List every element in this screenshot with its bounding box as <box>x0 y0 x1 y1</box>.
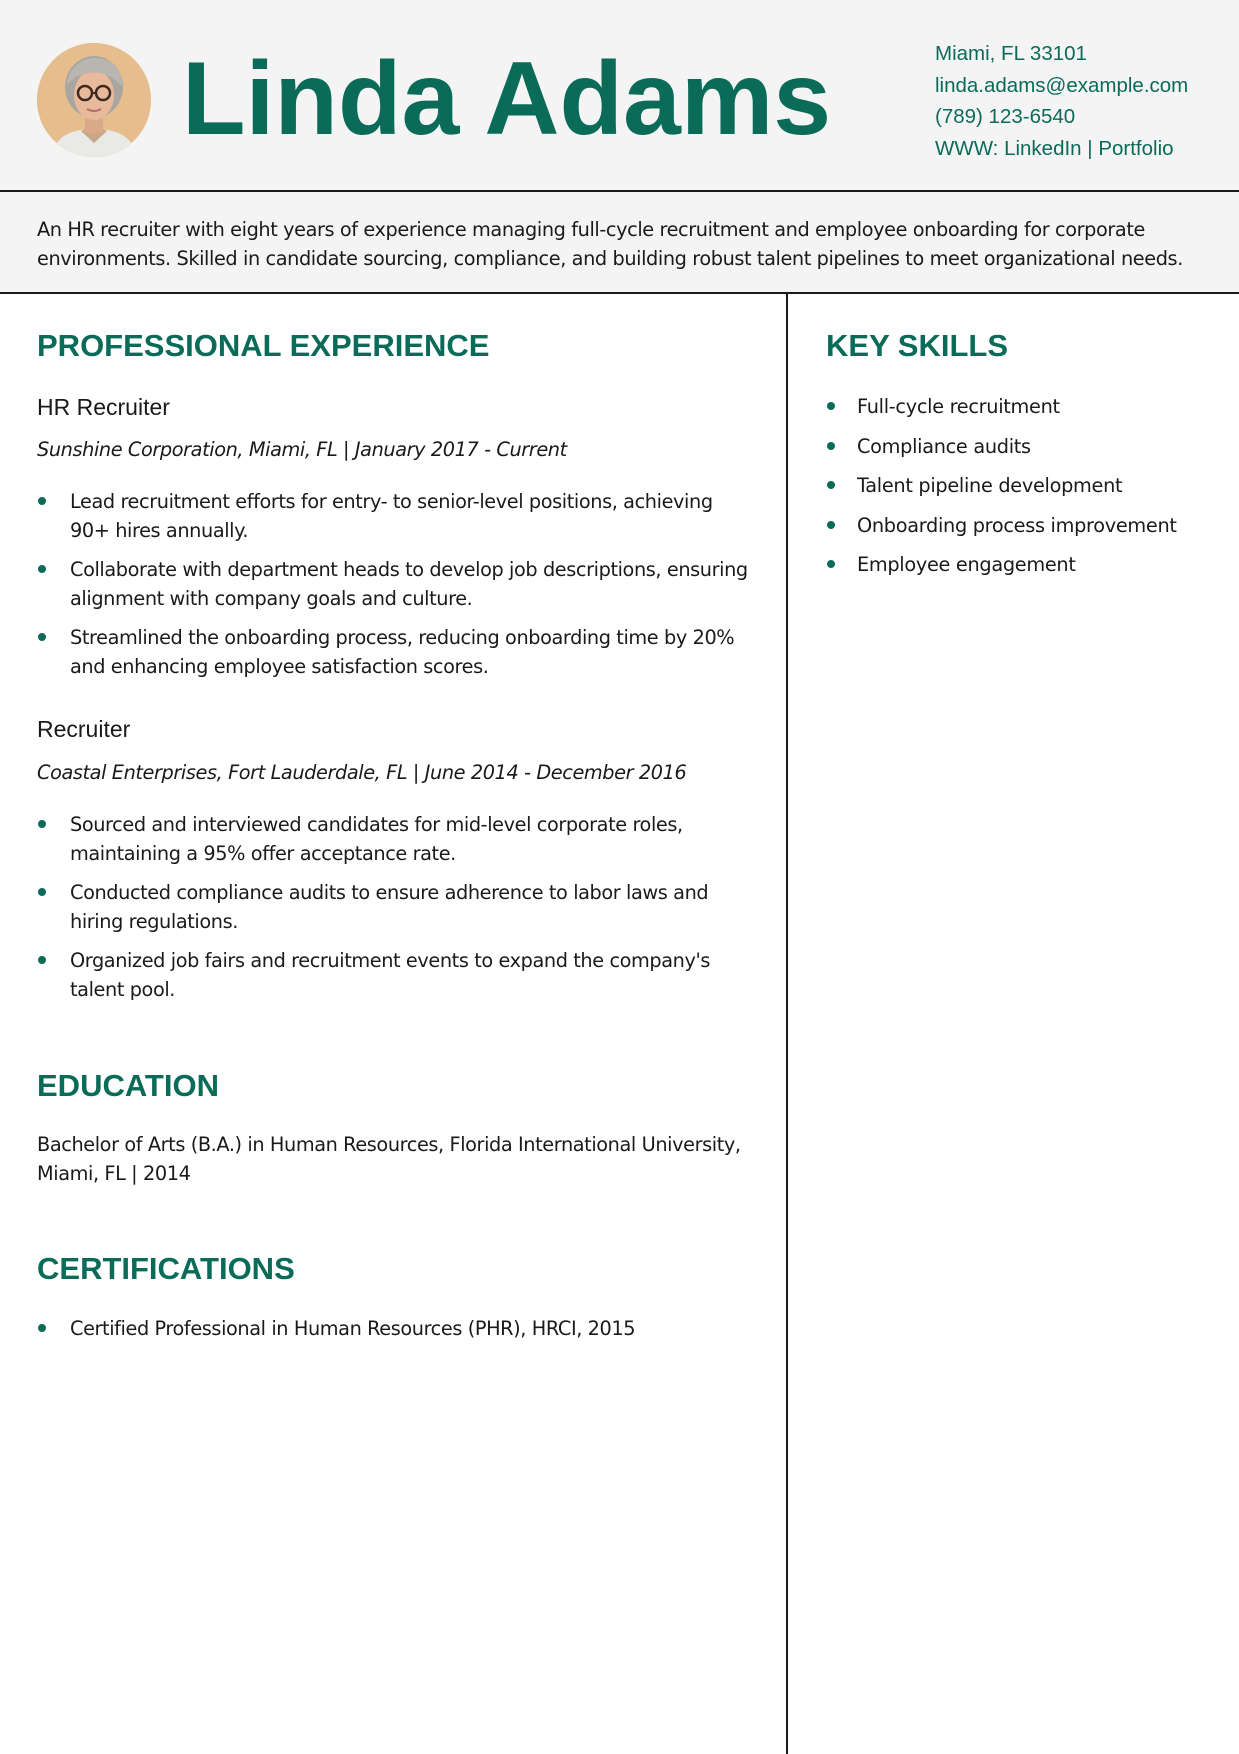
contact-links <box>935 133 1188 165</box>
bullet-text: Sourced and interviewed candidates for mid-level corporate roles, maintaining a 95% offer acceptance rate. <box>70 813 683 865</box>
skill-text: Employee engagement <box>857 553 1076 576</box>
list-item <box>826 392 1206 432</box>
job-dates: January 2017 - Current <box>349 438 567 461</box>
bullet-icon <box>827 402 835 410</box>
bullet-icon <box>38 888 46 896</box>
professional-summary: An HR recruiter with eight years of experience managing full-cycle recruitment and employee onboarding for corporate environments. Skilled in candidate sourcing, compliance, and building robust talent pipelines to meet organizational needs. <box>0 192 1239 294</box>
list-item <box>37 623 757 681</box>
skill-text: Compliance audits <box>857 434 1031 458</box>
bullet-icon <box>827 481 835 489</box>
portfolio-link[interactable]: Portfolio <box>1098 136 1174 160</box>
job-title: Recruiter <box>37 716 131 742</box>
bullet-text: Streamlined the onboarding process, reducing onboarding time by 20% and enhancing employee satisfaction scores. <box>70 626 735 678</box>
bullet-icon <box>38 565 46 573</box>
bullet-text: Organized job fairs and recruitment events to expand the company's talent pool. <box>70 949 711 1001</box>
bullet-icon <box>827 442 835 450</box>
skill-text: Talent pipeline development <box>857 474 1123 497</box>
contact-phone[interactable]: (789) 123-6540 <box>935 105 1076 128</box>
bullet-text: Lead recruitment efforts for entry- to senior-level positions, achieving 90+ hires annually. <box>70 490 713 542</box>
list-item <box>37 1314 757 1343</box>
bullet-text: Collaborate with department heads to develop job descriptions, ensuring alignment with company goals and culture. <box>70 558 748 610</box>
skill-text: Onboarding process improvement <box>857 513 1177 537</box>
job-title: HR Recruiter <box>37 394 170 420</box>
meta-separator: | <box>343 438 350 461</box>
education-entry: Bachelor of Arts (B.A.) in Human Resources, Florida International University, Miami, FL | 2014 <box>37 1133 741 1185</box>
job-bullets <box>37 487 757 691</box>
job-dates: June 2014 - December 2016 <box>419 761 687 784</box>
column-divider <box>786 294 788 1754</box>
list-item <box>37 878 757 936</box>
contact-email[interactable]: linda.adams@example.com <box>935 73 1189 97</box>
job-location: , Miami, FL <box>237 438 344 461</box>
list-item <box>826 511 1206 551</box>
job-company: Coastal Enterprises <box>37 761 217 784</box>
section-title-education: EDUCATION <box>37 1068 219 1103</box>
bullet-icon <box>38 820 46 828</box>
bullet-icon <box>38 1324 46 1332</box>
bullet-text: Conducted compliance audits to ensure adherence to labor laws and hiring regulations. <box>70 881 709 933</box>
list-item <box>37 555 757 613</box>
list-item <box>37 810 757 868</box>
certification-list <box>37 1314 757 1353</box>
job-meta <box>37 438 567 461</box>
section-title-experience: PROFESSIONAL EXPERIENCE <box>37 328 490 363</box>
list-item <box>826 471 1206 511</box>
www-label: WWW: <box>935 136 999 160</box>
candidate-name: Linda Adams <box>182 41 832 157</box>
job-location: , Fort Lauderdale, FL <box>216 761 413 784</box>
person-portrait-icon <box>37 43 151 157</box>
linkedin-link[interactable]: LinkedIn <box>1004 136 1082 160</box>
resume-header <box>0 0 1239 192</box>
bullet-icon <box>38 956 46 964</box>
link-separator: | <box>1087 136 1093 160</box>
bullet-icon <box>827 560 835 568</box>
section-title-skills: KEY SKILLS <box>826 328 1009 363</box>
meta-separator: | <box>412 761 419 784</box>
job-meta <box>37 761 686 784</box>
bullet-icon <box>38 497 46 505</box>
list-item <box>37 946 757 1004</box>
section-title-certifications: CERTIFICATIONS <box>37 1251 295 1286</box>
list-item <box>826 432 1206 472</box>
skills-list <box>826 392 1206 590</box>
job-company: Sunshine Corporation <box>37 438 238 461</box>
job-bullets <box>37 810 757 1014</box>
skill-text: Full-cycle recruitment <box>857 395 1060 418</box>
contact-block <box>935 38 1188 164</box>
list-item <box>37 487 757 545</box>
list-item <box>826 550 1206 590</box>
contact-address: Miami, FL 33101 <box>935 42 1087 65</box>
bullet-icon <box>827 521 835 529</box>
bullet-text: Certified Professional in Human Resources (PHR), HRCI, 2015 <box>70 1317 636 1340</box>
bullet-icon <box>38 633 46 641</box>
